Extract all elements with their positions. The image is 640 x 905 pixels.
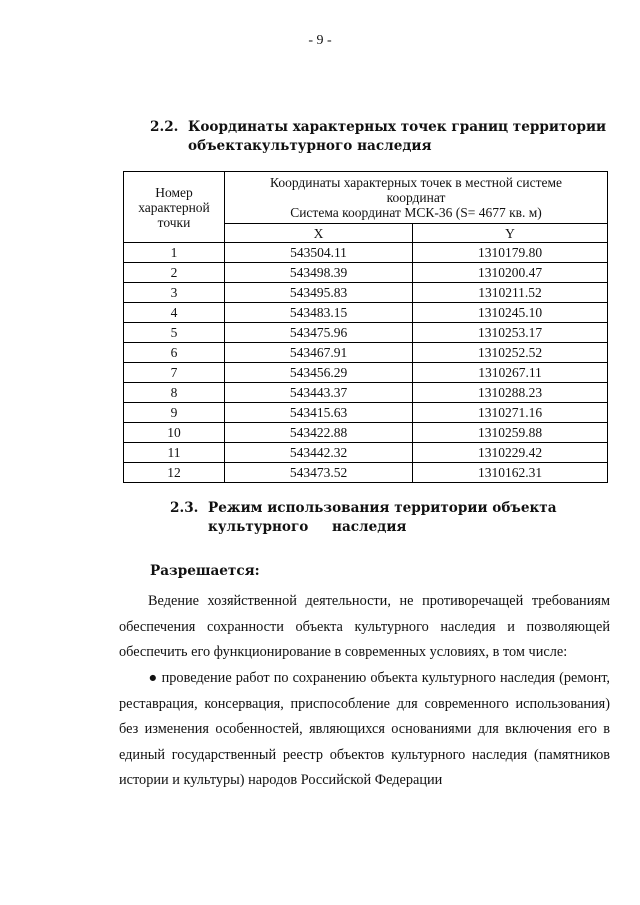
y-coordinate-cell: 1310253.17 [413,323,608,343]
x-coordinate-cell: 543456.29 [225,363,413,383]
point-number-cell: 6 [124,343,225,363]
x-coordinate-cell: 543483.15 [225,303,413,323]
y-coordinate-cell: 1310211.52 [413,283,608,303]
y-coordinate-cell: 1310252.52 [413,343,608,363]
y-coordinate-cell: 1310162.31 [413,463,608,483]
header-coordinates-line1: Координаты характерных точек в местной системе [269,175,563,190]
point-number-cell: 8 [124,383,225,403]
header-coordinates-line3: Система координат МСК-36 (S= 4677 кв. м) [290,205,542,220]
section-2-3-title-line1: Режим использования территории объекта культурного [208,500,557,535]
allowed-label: Разрешается: [150,563,260,579]
x-coordinate-cell: 543498.39 [225,263,413,283]
y-coordinate-cell: 1310245.10 [413,303,608,323]
section-2-3-title-line2: наследия [332,519,407,535]
point-number-cell: 12 [124,463,225,483]
point-number-cell: 4 [124,303,225,323]
table-row [124,363,608,383]
paragraph-preservation-works [119,666,610,794]
paragraph-activity-text: Ведение хозяйственной деятельности, не противоречащей требованиям обеспечения сохранности объекта культурного наследия и позволяющей обеспечить его функционирование в современных условиях, в том числе: [119,593,610,660]
table-row [124,443,608,463]
table-row [124,343,608,363]
point-number-cell: 5 [124,323,225,343]
y-coordinate-cell: 1310200.47 [413,263,608,283]
x-coordinate-cell: 543495.83 [225,283,413,303]
table-row [124,403,608,423]
table-row [124,303,608,323]
point-number-cell: 3 [124,283,225,303]
y-coordinate-cell: 1310179.80 [413,243,608,263]
x-coordinate-cell: 543422.88 [225,423,413,443]
x-coordinate-cell: 543467.91 [225,343,413,363]
table-row [124,243,608,263]
point-number-cell: 11 [124,443,225,463]
table-row [124,263,608,283]
y-coordinate-cell: 1310229.42 [413,443,608,463]
table-row [124,383,608,403]
table-row [124,423,608,443]
section-2-2-number: 2.2. [150,119,179,135]
point-number-cell: 2 [124,263,225,283]
y-coordinate-cell: 1310288.23 [413,383,608,403]
paragraph-activity [119,589,610,666]
x-coordinate-cell: 543504.11 [225,243,413,263]
x-coordinate-cell: 543442.32 [225,443,413,463]
page-number: - 9 - [308,33,332,48]
coordinates-table [123,171,608,483]
header-point-number: Номер характерной точки [124,172,225,243]
table-row [124,463,608,483]
x-coordinate-cell: 543475.96 [225,323,413,343]
point-number-cell: 7 [124,363,225,383]
y-coordinate-cell: 1310259.88 [413,423,608,443]
column-y-header: Y [413,224,608,243]
point-number-cell: 10 [124,423,225,443]
bullet-icon: ● [148,670,158,686]
x-coordinate-cell: 543473.52 [225,463,413,483]
section-2-3-number: 2.3. [170,500,199,516]
x-coordinate-cell: 543415.63 [225,403,413,423]
y-coordinate-cell: 1310271.16 [413,403,608,423]
table-row [124,323,608,343]
table-header-row [124,172,608,224]
paragraph-preservation-works-text: проведение работ по сохранению объекта культурного наследия (ремонт, реставрация, консервация, приспособление для современного использования) без изменения особенностей, являющихся основаниями для включения его в единый государственный реестр объектов культурного наследия (памятников истории и культуры) народов Российской Федерации [119,670,610,788]
point-number-cell: 9 [124,403,225,423]
section-2-2-title-line2: культурного наследия [252,138,432,154]
x-coordinate-cell: 543443.37 [225,383,413,403]
column-x-header: X [225,224,413,243]
section-2-2-title-line1: Координаты характерных точек границ территории объекта [188,119,607,154]
header-coordinates-line2: координат [386,190,446,205]
y-coordinate-cell: 1310267.11 [413,363,608,383]
point-number-cell: 1 [124,243,225,263]
header-coordinates [225,172,608,224]
table-row [124,283,608,303]
